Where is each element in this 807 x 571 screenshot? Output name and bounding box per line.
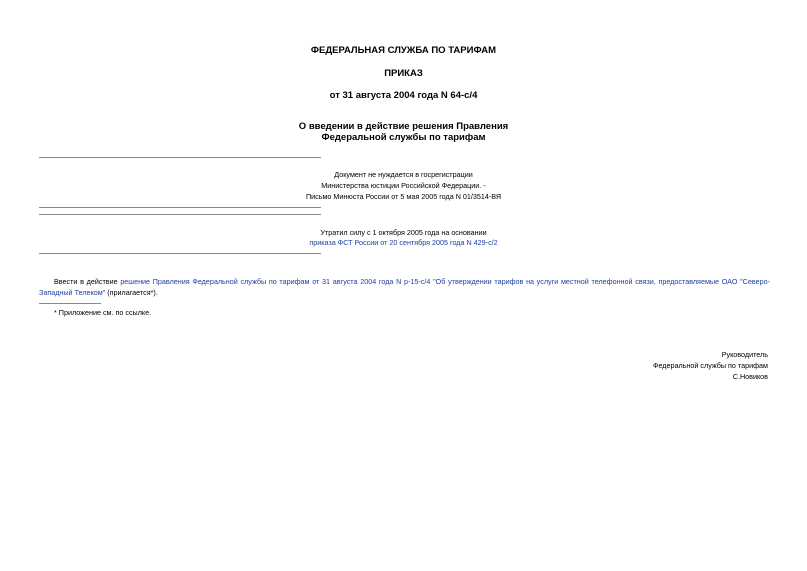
agency-heading: ФЕДЕРАЛЬНАЯ СЛУЖБА ПО ТАРИФАМ [310,45,497,56]
registration-note-line3: Письмо Минюста России от 5 мая 2005 года N 01/3514-ВЯ [305,192,502,201]
divider [39,207,321,208]
body-text-before: Ввести в действие [54,277,121,286]
body-text-after: (прилагается*). [105,288,158,297]
expiry-note-line1: Утратил силу с 1 октября 2005 года на основании [320,228,487,237]
signatory-name: С.Новиков [732,372,768,381]
expiry-order-link[interactable]: приказа ФСТ России от 20 сентября 2005 года N 429-с/2 [309,238,498,247]
footnote-text: * Приложение см. по ссылке. [54,308,152,317]
registration-note-line1: Документ не нуждается в госрегистрации [334,170,473,179]
signatory-title: Руководитель [721,350,768,359]
footnote-divider [39,303,101,304]
divider [39,214,321,215]
doc-type-heading: ПРИКАЗ [384,68,423,79]
signatory-org: Федеральной службы по тарифам [653,361,768,370]
doc-title-line1: О введении в действие решения Правления [298,121,509,132]
doc-title-line2: Федеральной службы по тарифам [321,132,486,143]
registration-note-line2: Министерства юстиции Российской Федерации. - [321,181,486,190]
order-body-paragraph [39,276,770,298]
divider [39,253,321,254]
signature-block [653,349,768,382]
doc-date-number: от 31 августа 2004 года N 64-с/4 [329,90,478,101]
divider [39,157,321,158]
decision-link[interactable]: решение Правления Федеральной службы по тарифам от 31 августа 2004 года N р-15-с/4 "Об утверждении тарифов на услуги местной телефонной связи, предоставляемые ОАО "Северо-Западный Телеком" [39,277,770,297]
